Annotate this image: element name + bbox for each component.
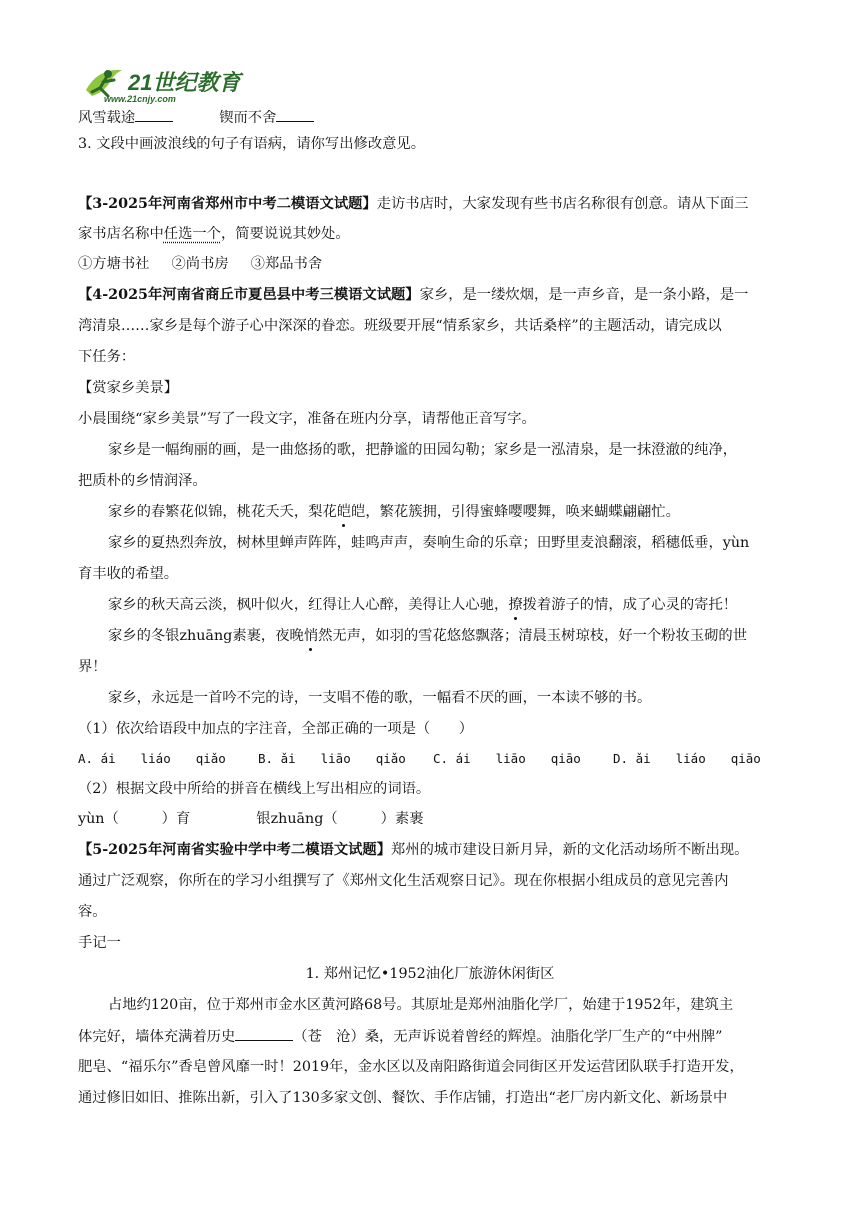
blank-3 (235, 1026, 293, 1041)
q3-line-2: 家书店名称中任选一个，简要说说其妙处。 (78, 226, 350, 242)
blank-2 (276, 107, 314, 122)
para-1a: 家乡是一幅绚丽的画，是一曲悠扬的歌，把静谧的田园勾勒；家乡是一泓清泉，是一抹澄澈的纯净， (108, 442, 738, 458)
q4-intro: 小晨围绕“家乡美景”写了一段文字，准备在班内分享，请帮他正音写字。 (78, 411, 536, 427)
para-3a: 家乡的夏热烈奔放，树林里蝉声阵阵，蛙鸣声声，奏响生命的乐章；田野里麦浪翻滚，稻穗低垂，yùn (108, 535, 750, 551)
word-2: 锲而不舍 (219, 110, 277, 126)
para-5: 家乡的冬银zhuāng素裹，夜晚悄然无声，如羽的雪花悠悠飘落；清晨玉树琼枝，好一个粉妆玉砌的世 (108, 628, 748, 644)
q4-line-1: 【4-2025年河南省商丘市夏邑县中考三模语文试题】家乡，是一缕炊烟，是一声乡音，是一条小路，是一 (78, 287, 749, 303)
sub-question-1: （1）依次给语段中加点的字注音，全部正确的一项是（ ） (78, 721, 474, 737)
dotted-char-1: 皑 (336, 504, 352, 520)
top-fill-line (78, 107, 314, 128)
para-5b: 界！ (78, 659, 107, 675)
note-label: 手记一 (78, 935, 121, 951)
body-1: 占地约120亩，位于郑州市金水区黄河路68号。其原址是郑州油脂化学厂，始建于1952年，建筑主 (108, 997, 734, 1013)
para-1b: 把质朴的乡情润泽。 (78, 473, 207, 489)
body-3: 肥皂、“福乐尔”香皂曾风靡一时！2019年，金水区以及南阳路街道会同街区开发运营团队联手打造开发， (78, 1059, 744, 1075)
choice-b: B. ǎi liāo qiǎo (258, 751, 406, 766)
dotted-char-3: 悄 (303, 628, 319, 644)
option-2: ②尚书房 (171, 256, 229, 272)
sub-question-2: （2）根据文段中所给的拼音在横线上写出相应的词语。 (78, 781, 431, 797)
body-2: 体完好，墙体充满着历史 （苍 沧）桑，无声诉说着曾经的辉煌。油脂化学厂生产的“中州牌” (78, 1026, 723, 1047)
q3-options (78, 254, 322, 274)
q4-line-3: 下任务： (78, 349, 136, 365)
logo-url: www.21cnjy.com (104, 94, 176, 104)
para-2: 家乡的春繁花似锦，桃花夭夭，梨花皑皑，繁花簇拥，引得蜜蜂嘤嘤舞，唤来蝴蝶翩翩忙。 (108, 504, 680, 520)
para-3b: 育丰收的希望。 (78, 566, 179, 582)
word-1: 风雪载途 (78, 110, 136, 126)
question-3-text: 3. 文段中画波浪线的句子有语病，请你写出修改意见。 (78, 136, 426, 152)
q4-tag: 【4-2025年河南省商丘市夏邑县中考三模语文试题】 (78, 287, 420, 303)
q5-tag: 【5-2025年河南省实验中学中考二模语文试题】 (78, 842, 392, 858)
dotted-char-2: 撩 (508, 597, 523, 613)
q5-line-2: 通过广泛观察，你所在的学习小组撰写了《郑州文化生活观察日记》。现在你根据小组成员的意见完善内 (78, 873, 729, 889)
choice-a: A. ái liáo qiǎo (78, 751, 226, 766)
q3-line-1: 【3-2025年河南省郑州市中考二模语文试题】走访书店时，大家发现有些书店名称很有创意。请从下面三 (78, 196, 749, 212)
fill-1: yùn（ ）育 (78, 811, 191, 827)
logo-brand: 21世纪教育 (128, 70, 241, 95)
q5-line-1: 【5-2025年河南省实验中学中考二模语文试题】郑州的城市建设日新月异，新的文化活动场所不断出现。 (78, 842, 749, 858)
option-1: ①方塘书社 (78, 256, 150, 272)
choice-c: C. ái liāo qiāo (433, 751, 581, 766)
option-3: ③郑品书舍 (250, 256, 323, 272)
para-4: 家乡的秋天高云淡，枫叶似火，红得让人心醉，美得让人心驰，撩拨着游子的情，成了心灵的寄托！ (108, 597, 738, 613)
logo (78, 60, 258, 110)
emphasis-text: 任选一个 (163, 226, 221, 242)
runner-logo-icon (78, 60, 258, 110)
section-heading: 1. 郑州记忆•1952油化厂旅游休闲街区 (305, 966, 555, 982)
blank-1 (135, 107, 173, 122)
choices-row (78, 749, 761, 769)
q3-tag: 【3-2025年河南省郑州市中考二模语文试题】 (78, 196, 377, 212)
para-6: 家乡，永远是一首吟不完的诗，一支唱不倦的歌，一幅看不厌的画，一本读不够的书。 (108, 690, 652, 706)
choice-d: D. ǎi liáo qiāo (613, 751, 761, 766)
fill-2: 银zhuāng（ ）素裹 (256, 811, 424, 827)
q4-subheading: 【赏家乡美景】 (78, 380, 179, 396)
q5-line-3: 容。 (78, 904, 107, 920)
q4-line-2: 湾清泉……家乡是每个游子心中深深的眷恋。班级要开展“情系家乡，共话桑梓”的主题活动，请完成以 (78, 318, 722, 334)
fill-row (78, 809, 424, 829)
body-4: 通过修旧如旧、推陈出新，引入了130多家文创、餐饮、手作店铺，打造出“老厂房内新文化、新场景中 (78, 1090, 728, 1106)
